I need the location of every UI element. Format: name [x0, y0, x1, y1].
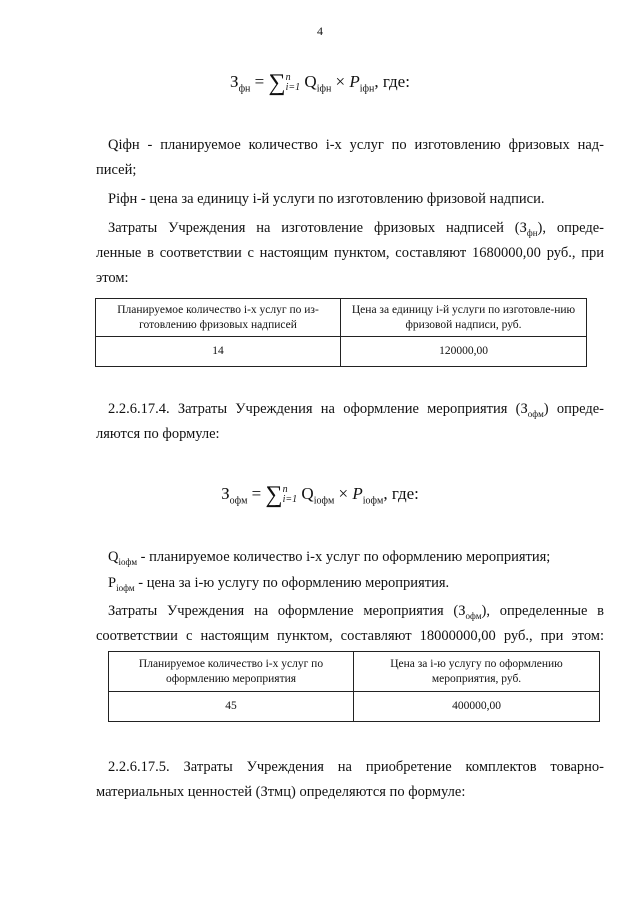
sum-lower: i=1 — [285, 82, 301, 94]
event-table-header-qty: Планируемое количество i-х услуг по оформлению мероприятия — [109, 652, 354, 692]
formula-p: P — [349, 72, 360, 91]
page-number: 4 — [317, 24, 323, 38]
event-table-price: 400000,00 — [354, 692, 600, 722]
definition-p-event: $P_{iофм}$ - цена за i-ю услугу по оформлению мероприятия. — [108, 575, 450, 593]
formula-p-sub: iофм — [362, 495, 384, 507]
formula-lhs-sub: офм — [229, 495, 248, 507]
formula-lhs: З — [221, 484, 230, 503]
formula-event: $З_{офм} = \sum n$ i=1 $Q_{iофм} \times P_{iофм}$, где: — [221, 482, 419, 508]
formula-lhs: З — [230, 72, 239, 91]
formula-frieze: $З_{фн} = \sum n$ i=1 $Q_{iфн} \times P_{iфн}$, где: — [230, 70, 410, 96]
section-goods-line2: материальных ценностей (Зтмц) определяются по формуле: — [96, 784, 466, 800]
sum-icon: ∑ — [268, 70, 286, 96]
definition-q-frieze: Qiфн - планируемое количество i-х услуг по изготовлению фризовых над- — [108, 137, 604, 153]
frieze-table — [95, 298, 587, 367]
sum-lower: i=1 — [282, 494, 298, 506]
formula-q: Q — [304, 72, 317, 91]
formula-suffix: , где: — [383, 484, 419, 503]
frieze-table-qty: 14 — [96, 337, 341, 367]
costs-event-line2: соответствии с настоящим пунктом, составляют 18000000,00 руб., при этом: — [96, 628, 604, 644]
formula-q-sub: iфн — [316, 83, 332, 95]
costs-frieze-line1: Затраты Учреждения на изготовление фризовых надписей $(З_{фн})$, опреде- — [108, 220, 604, 238]
section-event-line2: ляются по формуле: — [96, 426, 220, 442]
frieze-table-header-price: Цена за единицу i-й услуги по изготовле-нию фризовой надписи, руб. — [341, 299, 587, 337]
section-goods-line1: 2.2.6.17.5. Затраты Учреждения на приобретение комплектов товарно- — [108, 759, 604, 775]
sum-upper: n — [282, 484, 288, 496]
event-table — [108, 651, 600, 722]
costs-event-line1: Затраты Учреждения на оформление мероприятия $(З_{офм})$, определенные в — [108, 603, 604, 621]
section-event-line1: 2.2.6.17.4. Затраты Учреждения на оформление мероприятия $(З_{офм})$ опреде- — [108, 401, 604, 419]
formula-p-sub: iфн — [359, 83, 375, 95]
costs-frieze-line2: ленные в соответствии с настоящим пунктом, составляют 1680000,00 руб., при — [96, 245, 604, 261]
frieze-table-header-qty: Планируемое количество i-х услуг по из-готовлению фризовых надписей — [96, 299, 341, 337]
frieze-table-price: 120000,00 — [341, 337, 587, 367]
sum-icon: ∑ — [265, 482, 283, 508]
sum-upper: n — [285, 72, 291, 84]
event-table-header-price: Цена за i-ю услугу по оформлению мероприятия, руб. — [354, 652, 600, 692]
definition-q-frieze-cont: писей; — [96, 162, 137, 178]
definition-p-frieze: Piфн - цена за единицу i-й услуги по изготовлению фризовой надписи. — [108, 191, 545, 207]
formula-lhs-sub: фн — [238, 83, 251, 95]
formula-suffix: , где: — [374, 72, 410, 91]
formula-q: Q — [301, 484, 314, 503]
formula-p: P — [352, 484, 363, 503]
event-table-qty: 45 — [109, 692, 354, 722]
costs-frieze-line3: этом: — [96, 270, 129, 286]
definition-q-event: $Q_{iофм}$ - планируемое количество i-х услуг по оформлению мероприятия; — [108, 549, 551, 567]
formula-q-sub: iофм — [313, 495, 335, 507]
